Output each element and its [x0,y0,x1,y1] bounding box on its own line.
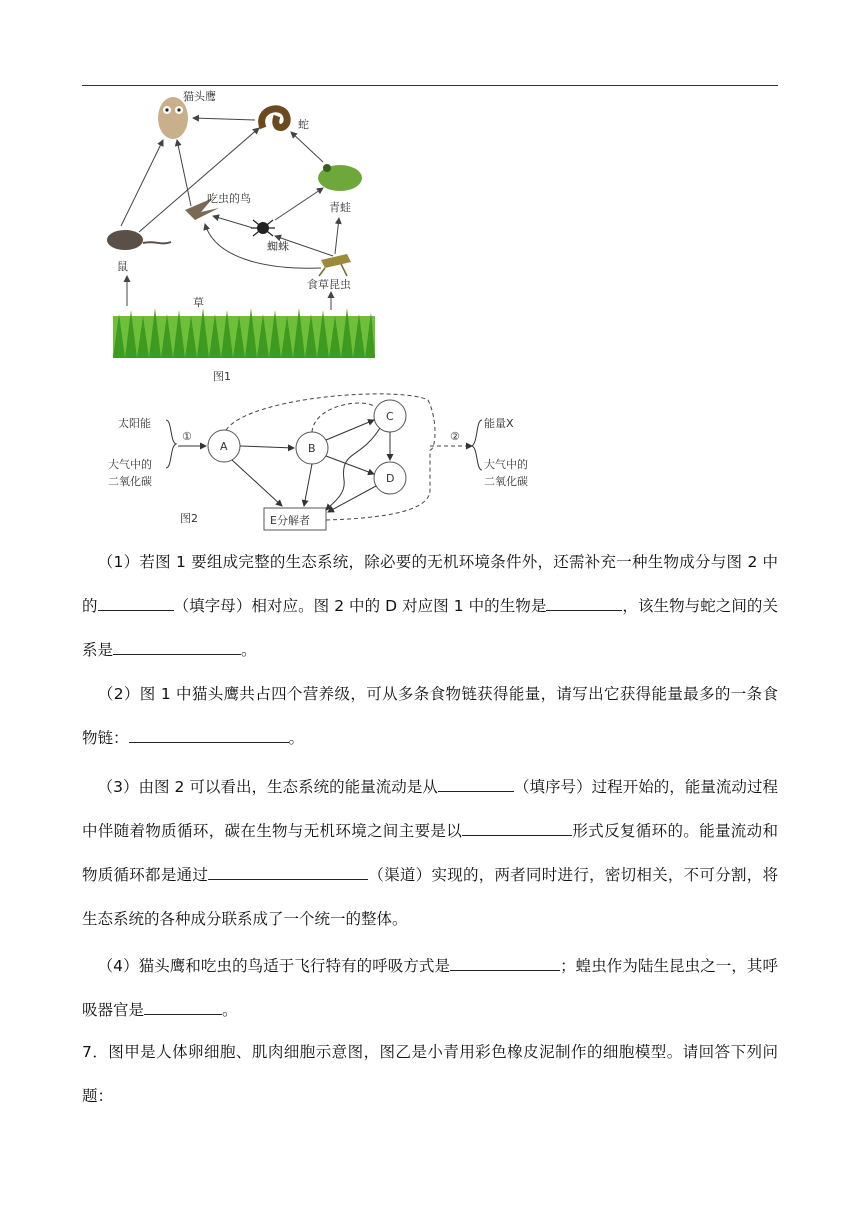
step1-label: ① [182,430,192,443]
q3-text-4: （渠道）实现的，两者同时进行，密切相关，不可分割，将生态系统的各种成分联系成了一个统一的整体。 [82,866,778,928]
energy-flow-figure [100,390,550,535]
q4-text-3: 。 [222,1001,238,1019]
q3-text-2: （填序号）过程开始的，能量流动过程中伴随着物质循环，碳在生物与无机环境之间主要是以 [82,778,778,840]
spider-image [251,220,275,236]
q1-text-4: 。 [241,641,257,659]
mouse-label: 鼠 [117,260,128,273]
question-3 [82,765,778,941]
co2-right-label-line1: 大气中的 [484,458,528,471]
q2-text-2: 。 [288,729,305,747]
insect-label: 食草昆虫 [307,278,351,291]
frog-label: 青蛙 [329,201,351,214]
q3-text-1: （3）由图 2 可以看出，生态系统的能量流动是从 [97,778,438,796]
insect-image [319,254,351,276]
q3-blank-1[interactable] [438,775,514,792]
q3-blank-2[interactable] [462,819,572,836]
svg-text:C: C [386,410,394,423]
question-7 [82,1030,778,1118]
q2-text-1: （2）图 1 中猫头鹰共占四个营养级，可从多条食物链获得能量，请写出它获得能量最多的一条食物链： [82,685,778,747]
svg-text:D: D [386,472,395,485]
co2-left-label-line2: 二氧化碳 [108,475,152,488]
svg-text:A: A [220,440,228,453]
snake-image [262,109,288,128]
co2-right-label-line2: 二氧化碳 [484,475,528,488]
owl-image [158,97,188,139]
q1-text-3: ，该生物与蛇之间的关系是 [82,597,778,659]
question-4 [82,944,778,1032]
q2-blank-1[interactable] [129,726,289,743]
figure1-caption: 图1 [213,370,231,383]
step2-label: ② [450,430,460,443]
owl-label: 猫头鹰 [183,90,216,103]
q1-blank-1[interactable] [98,594,174,611]
q4-text-2: ；蝗虫作为陆生昆虫之一，其呼吸器官是 [82,957,778,1019]
co2-left-label-line1: 大气中的 [108,458,152,471]
q1-text-1: （1）若图 1 要组成完整的生态系统，除必要的无机环境条件外，还需补充一种生物成分与图 2 中的 [82,553,778,615]
food-web-figure [95,88,385,388]
q3-text-3: 形式反复循环的。能量流动和物质循环都是通过 [82,822,778,884]
q4-text-1: （4）猫头鹰和吃虫的鸟适于飞行特有的呼吸方式是 [97,957,451,975]
left-brace [166,420,176,468]
q1-blank-3[interactable] [113,638,241,655]
bird-label: 吃虫的鸟 [207,192,251,205]
q3-blank-3[interactable] [208,863,368,880]
question-2 [82,672,778,760]
q4-blank-1[interactable] [450,954,560,971]
svg-text:E分解者: E分解者 [270,514,310,527]
svg-text:B: B [308,442,316,455]
q7-text: 7．图甲是人体卵细胞、肌肉细胞示意图，图乙是小青用彩色橡皮泥制作的细胞模型。请回答下列问题： [82,1043,778,1105]
figure2-caption: 图2 [180,512,198,525]
sun-energy-label: 太阳能 [118,417,151,430]
header-rule [82,85,778,86]
mouse-image [107,230,171,250]
energy-x-label: 能量X [484,417,514,430]
spider-label: 蜘蛛 [267,240,289,253]
frog-image [318,164,362,191]
grass-image [113,308,375,358]
right-brace [472,420,482,470]
snake-label: 蛇 [298,118,309,131]
q4-blank-2[interactable] [144,998,222,1015]
q1-text-2: （填字母）相对应。图 2 中的 D 对应图 1 中的生物是 [173,597,547,615]
q1-blank-2[interactable] [546,594,622,611]
grass-label: 草 [193,296,204,309]
question-1 [82,540,778,672]
